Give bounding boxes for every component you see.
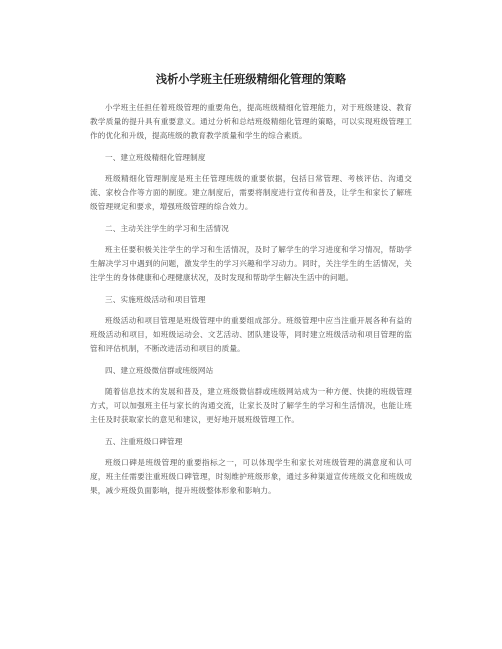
intro-paragraph: 小学班主任担任着班级管理的重要角色，提高班级精细化管理能力，对于班级建设、教育教学质量的提升具有重要意义。通过分析和总结班级精细化管理的策略，可以实现班级管理工作的优化和升级，提高班级的教育教学质量和学生的综合素质。 [90,103,412,140]
section-body-3: 班级活动和项目管理是班级管理中的重要组成部分。班级管理中应当注重开展各种有益的班级活动和项目，如班级运动会、文艺活动、团队建设等，同时建立班级活动和项目管理的监管和评估机制，不断改进活动和项目的质量。 [90,316,412,353]
section-body-1: 班级精细化管理制度是班主任管理班级的重要依据，包括日常管理、考核评估、沟通交流、家校合作等方面的制度。建立制度后，需要将制度进行宣传和普及，让学生和家长了解班级管理规定和要求，增强班级管理的综合效力。 [90,174,412,211]
section-heading-4: 四、建立班级微信群或班级网站 [105,366,214,375]
section-heading-3: 三、实施班级活动和项目管理 [105,295,206,304]
document-page [90,72,412,507]
section-body-5: 班级口碑是班级管理的重要指标之一，可以体现学生和家长对班级管理的满意度和认可度，班主任需要注重班级口碑管理，时刻维护班级形象，通过多种渠道宣传班级文化和班级成果，减少班级负面影响，提升班级整体形象和影响力。 [90,458,412,495]
section-heading-5: 五、注重班级口碑管理 [105,437,183,446]
section-body-4: 随着信息技术的发展和普及，建立班级微信群或班级网站成为一种方便、快捷的班级管理方式，可以加强班主任与家长的沟通交流，让家长及时了解学生的学习和生活情况，也能让班主任及时获取家长的意见和建议，更好地开展班级管理工作。 [90,387,412,424]
document-title: 浅析小学班主任班级精细化管理的策略 [155,73,347,86]
section-body-2: 班主任要积极关注学生的学习和生活情况，及时了解学生的学习进度和学习情况，帮助学生解决学习中遇到的问题，激发学生的学习兴趣和学习动力。同时，关注学生的生活情况，关注学生的身体健康和心理健康状况，及时发现和帮助学生解决生活中的问题。 [90,245,412,282]
section-heading-1: 一、建立班级精细化管理制度 [105,153,206,162]
section-heading-2: 二、主动关注学生的学习和生活情况 [105,224,229,233]
